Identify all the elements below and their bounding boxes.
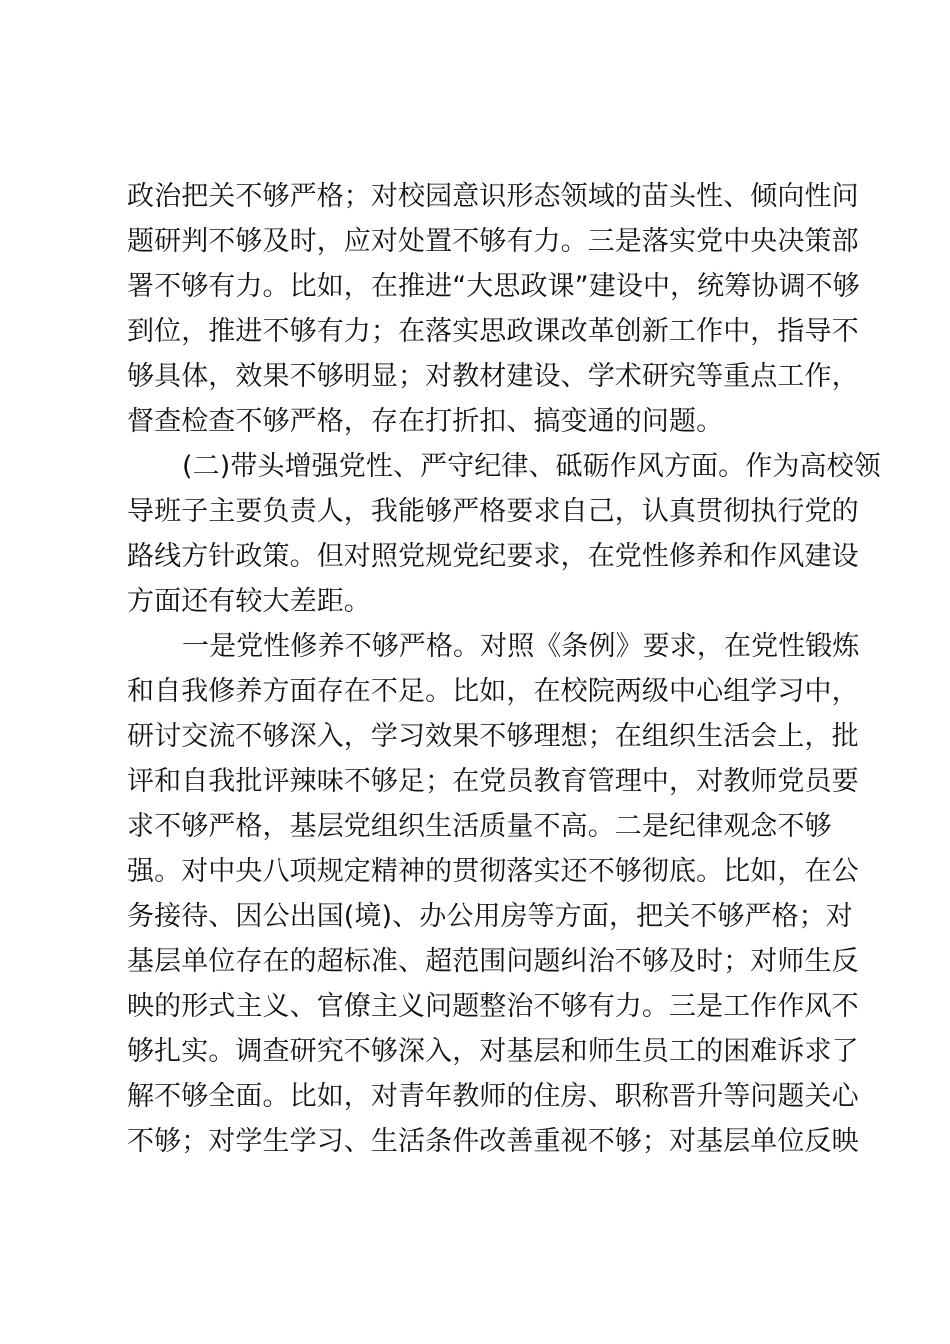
paragraph-start-line: 一是党性修养不够严格。对照《条例》要求，在党性锻炼 <box>182 631 860 662</box>
text-line: 方面还有较大差距。 <box>127 586 371 617</box>
document-body <box>127 174 881 1164</box>
text-line: 解不够全面。比如，对青年教师的住房、职称晋升等问题关心 <box>127 1081 859 1112</box>
text-line: 政治把关不够严格；对校园意识形态领域的苗头性、倾向性问 <box>127 181 859 212</box>
text-line: 督查检查不够严格，存在打折扣、搞变通的问题。 <box>127 406 724 437</box>
text-line: 强。对中央八项规定精神的贯彻落实还不够彻底。比如，在公 <box>127 856 859 887</box>
text-line: 不够；对学生学习、生活条件改善重视不够；对基层单位反映 <box>127 1126 859 1157</box>
text-line: 评和自我批评辣味不够足；在党员教育管理中，对教师党员要 <box>127 766 859 797</box>
text-line: 路线方针政策。但对照党规党纪要求，在党性修养和作风建设 <box>127 541 859 572</box>
text-line: 到位，推进不够有力；在落实思政课改革创新工作中，指导不 <box>127 316 859 347</box>
text-line: 基层单位存在的超标准、超范围问题纠治不够及时；对师生反 <box>127 946 859 977</box>
text-line: 够具体，效果不够明显；对教材建设、学术研究等重点工作， <box>127 361 859 392</box>
text-line: 求不够严格，基层党组织生活质量不高。二是纪律观念不够 <box>127 811 832 842</box>
text-line: 映的形式主义、官僚主义问题整治不够有力。三是工作作风不 <box>127 991 859 1022</box>
text-line: 务接待、因公出国(境)、办公用房等方面，把关不够严格；对 <box>127 901 853 932</box>
text-line: 够扎实。调查研究不够深入，对基层和师生员工的困难诉求了 <box>127 1036 859 1067</box>
text-line: 署不够有力。比如，在推进“大思政课”建设中，统筹协调不够 <box>127 271 860 302</box>
text-line: 题研判不够及时，应对处置不够有力。三是落实党中央决策部 <box>127 226 859 257</box>
text-line: 研讨交流不够深入，学习效果不够理想；在组织生活会上，批 <box>127 721 859 752</box>
section-heading-line: (二)带头增强党性、严守纪律、砥砺作风方面。作为高校领 <box>182 451 881 482</box>
text-line: 和自我修养方面存在不足。比如，在校院两级中心组学习中， <box>127 676 859 707</box>
text-line: 导班子主要负责人，我能够严格要求自己，认真贯彻执行党的 <box>127 496 859 527</box>
